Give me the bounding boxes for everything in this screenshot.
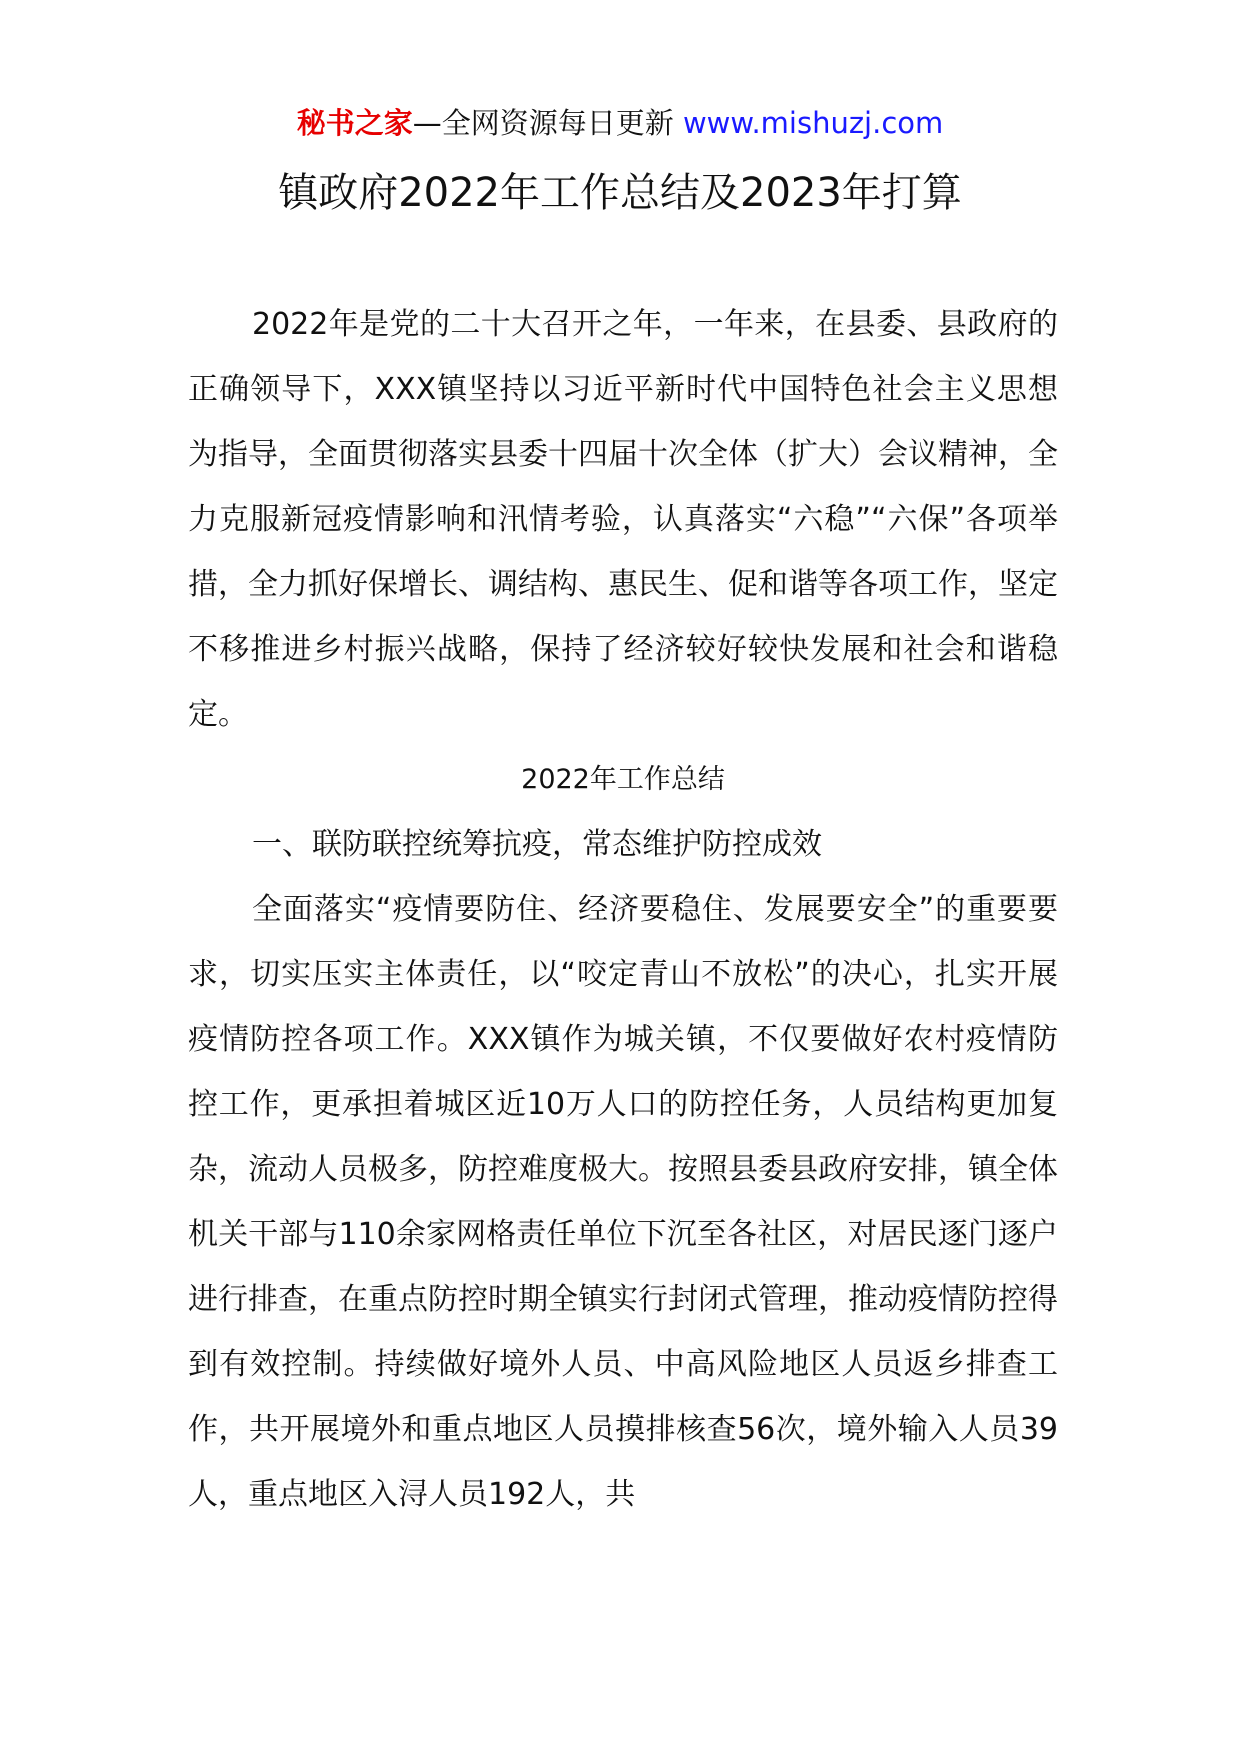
watermark-brand: 秘书之家 (296, 106, 413, 140)
body-paragraph-1: 全面落实“疫情要防住、经济要稳住、发展要安全”的重要要求，切实压实主体责任，以“咬定青山不放松”的决心，扎实开展疫情防控各项工作。XXX镇作为城关镇，不仅要做好农村疫情防控工作，更承担着城区近10万人口的防控任务，人员结构更加复杂，流动人员极多，防控难度极大。按照县委县政府安排，镇全体机关干部与110余家网格责任单位下沉至各社区，对居民逐门逐户进行排查，在重点防控时期全镇实行封闭式管理，推动疫情防控得到有效控制。持续做好境外人员、中高风险地区人员返乡排查工作，共开展境外和重点地区人员摸排核查56次，境外输入人员39人，重点地区入浔人员192人，共 (188, 892, 1058, 1512)
watermark-tagline: —全网资源每日更新 (412, 106, 683, 140)
watermark-banner (0, 103, 1240, 143)
document-title: 镇政府2022年工作总结及2023年打算 (278, 170, 962, 216)
section-heading-1: 一、联防联控统筹抗疫，常态维护防控成效 (252, 827, 822, 862)
section-title: 2022年工作总结 (521, 764, 725, 795)
intro-paragraph: 2022年是党的二十大召开之年，一年来，在县委、县政府的正确领导下，XXX镇坚持以习近平新时代中国特色社会主义思想为指导，全面贯彻落实县委十四届十次全体（扩大）会议精神，全力克服新冠疫情影响和汛情考验，认真落实“六稳”“六保”各项举措，全力抓好保增长、调结构、惠民生、促和谐等各项工作，坚定不移推进乡村振兴战略，保持了经济较好较快发展和社会和谐稳定。 (188, 307, 1058, 732)
document-body (188, 292, 1058, 1527)
watermark-url: www.mishuzj.com (682, 106, 944, 140)
